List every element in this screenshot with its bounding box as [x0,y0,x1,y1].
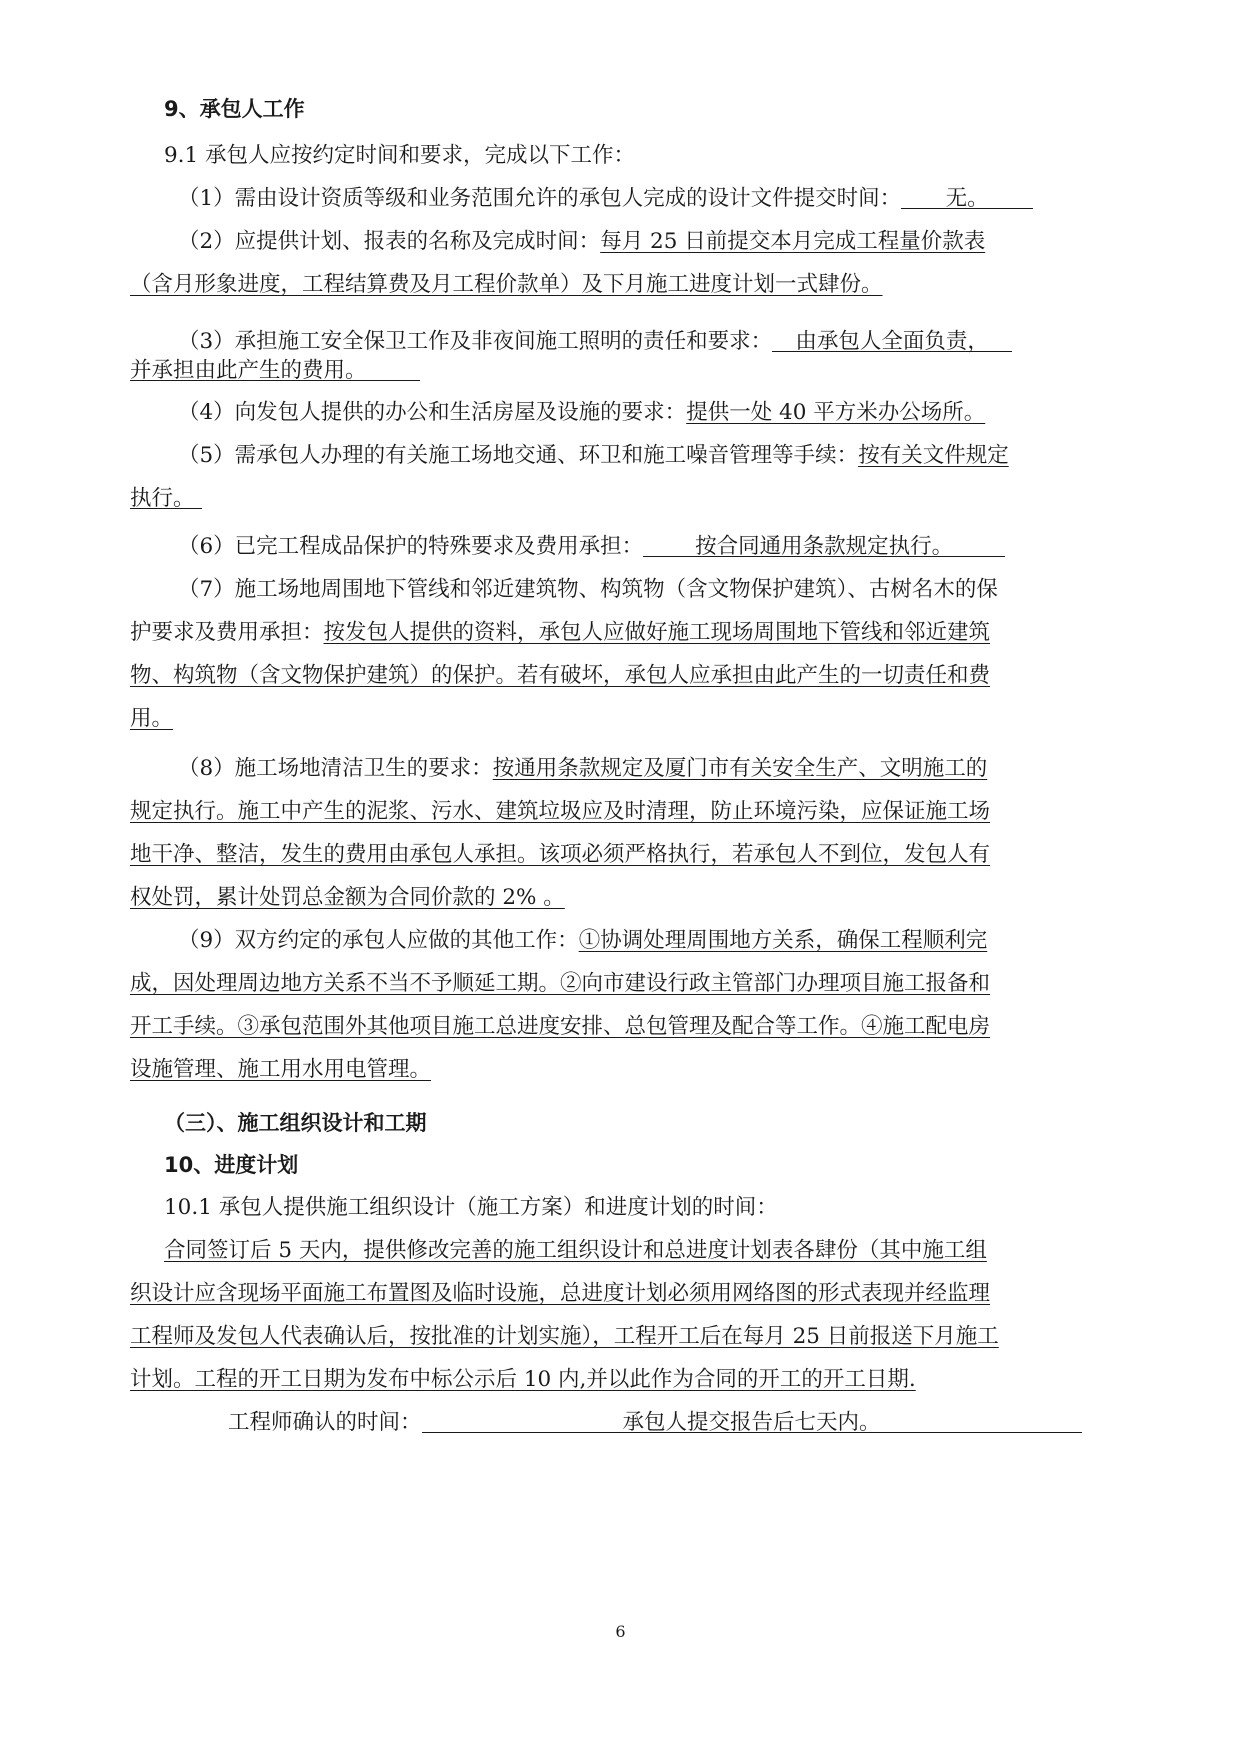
item-5-line1 [178,441,1120,471]
item-3-line1 [178,327,1120,357]
paragraph-10-1-line2: 织设计应含现场平面施工布置图及临时设施，总进度计划必须用网络图的形式表现并经监理 [130,1281,991,1306]
paragraph-10-1: 10.1 承包人提供施工组织设计（施工方案）和进度计划的时间： [164,1195,778,1220]
item-9-line1: （9）双方约定的承包人应做的其他工作：①协调处理周围地方关系，确保工程顺利完 [178,928,988,953]
item-7-line2: 护要求及费用承担：按发包人提供的资料，承包人应做好施工现场周围地下管线和邻近建筑 [130,620,991,645]
item-5-value: 按有关文件规定 [858,443,1009,468]
paragraph-10-1-line3: 工程师及发包人代表确认后，按批准的计划实施），工程开工后在每月 25 日前报送下月施工 [130,1324,999,1349]
item-1-label: （1）需由设计资质等级和业务范围允许的承包人完成的设计文件提交时间： [178,186,902,211]
item-3-value: 由承包人全面负责， [772,327,1012,352]
engineer-confirm-time [228,1408,1120,1438]
item-8-label: （8）施工场地清洁卫生的要求： [178,756,493,781]
engineer-confirm-label: 工程师确认的时间： [228,1410,422,1435]
item-4 [178,398,1120,428]
item-7-line4: 用。 [130,706,174,731]
item-8-line2: 规定执行。施工中产生的泥浆、污水、建筑垃圾应及时清理，防止环境污染，应保证施工场 [130,799,991,824]
item-1 [178,184,1120,214]
item-4-value: 提供一处 40 平方米办公场所。 [686,400,986,425]
item-8-line3: 地干净、整洁，发生的费用由承包人承担。该项必须严格执行，若承包人不到位，发包人有 [130,842,991,867]
item-9-line2: 成，因处理周边地方关系不当不予顺延工期。②向市建设行政主管部门办理项目施工报备和 [130,971,991,996]
paragraph-9-1: 9.1 承包人应按约定时间和要求，完成以下工作： [164,143,636,168]
engineer-confirm-value: 承包人提交报告后七天内。 [422,1408,1082,1433]
item-7-line1: （7）施工场地周围地下管线和邻近建筑物、构筑物（含文物保护建筑）、古树名木的保 [178,577,998,602]
item-8-line4: 权处罚，累计处罚总金额为合同价款的 2% 。 [130,885,565,910]
paragraph-10-1-line4: 计划。工程的开工日期为发布中标公示后 10 内,并以此作为合同的开工的开工日期. [130,1367,916,1392]
item-2-line1 [178,227,1120,257]
page-number: 6 [615,1622,626,1641]
item-4-label: （4）向发包人提供的办公和生活房屋及设施的要求： [178,400,687,425]
paragraph-10-1-line1: 合同签订后 5 天内，提供修改完善的施工组织设计和总进度计划表各肆份（其中施工组 [164,1238,987,1263]
item-2-line2: （含月形象进度，工程结算费及月工程价款单）及下月施工进度计划一式肆份。 [130,272,883,297]
item-8-line1: （8）施工场地清洁卫生的要求：按通用条款规定及厦门市有关安全生产、文明施工的 [178,756,988,781]
item-3-label: （3）承担施工安全保卫工作及非夜间施工照明的责任和要求： [178,329,773,354]
item-1-value: 无。 [901,184,1033,209]
item-7-line3: 物、构筑物（含文物保护建筑）的保护。若有破坏，承包人应承担由此产生的一切责任和费 [130,663,991,688]
item-3-line2: 并承担由此产生的费用。 [130,356,1120,386]
section-heading-10: 10、进度计划 [164,1153,299,1177]
item-9-line3: 开工手续。③承包范围外其他项目施工总进度安排、总包管理及配合等工作。④施工配电房 [130,1014,991,1039]
item-6-label: （6）已完工程成品保护的特殊要求及费用承担： [178,534,644,559]
section-heading-3: （三）、施工组织设计和工期 [164,1111,427,1135]
item-6-value: 按合同通用条款规定执行。 [643,532,1005,557]
item-2-value: 每月 25 日前提交本月完成工程量价款表 [600,229,986,254]
item-5-line2: 执行。 [130,484,1120,514]
section-heading-9: 9、承包人工作 [164,97,305,121]
item-9-line4: 设施管理、施工用水用电管理。 [130,1057,432,1082]
item-6 [178,532,1120,562]
item-9-label: （9）双方约定的承包人应做的其他工作： [178,928,579,953]
item-5-label: （5）需承包人办理的有关施工场地交通、环卫和施工噪音管理等手续： [178,443,859,468]
item-2-label: （2）应提供计划、报表的名称及完成时间： [178,229,601,254]
